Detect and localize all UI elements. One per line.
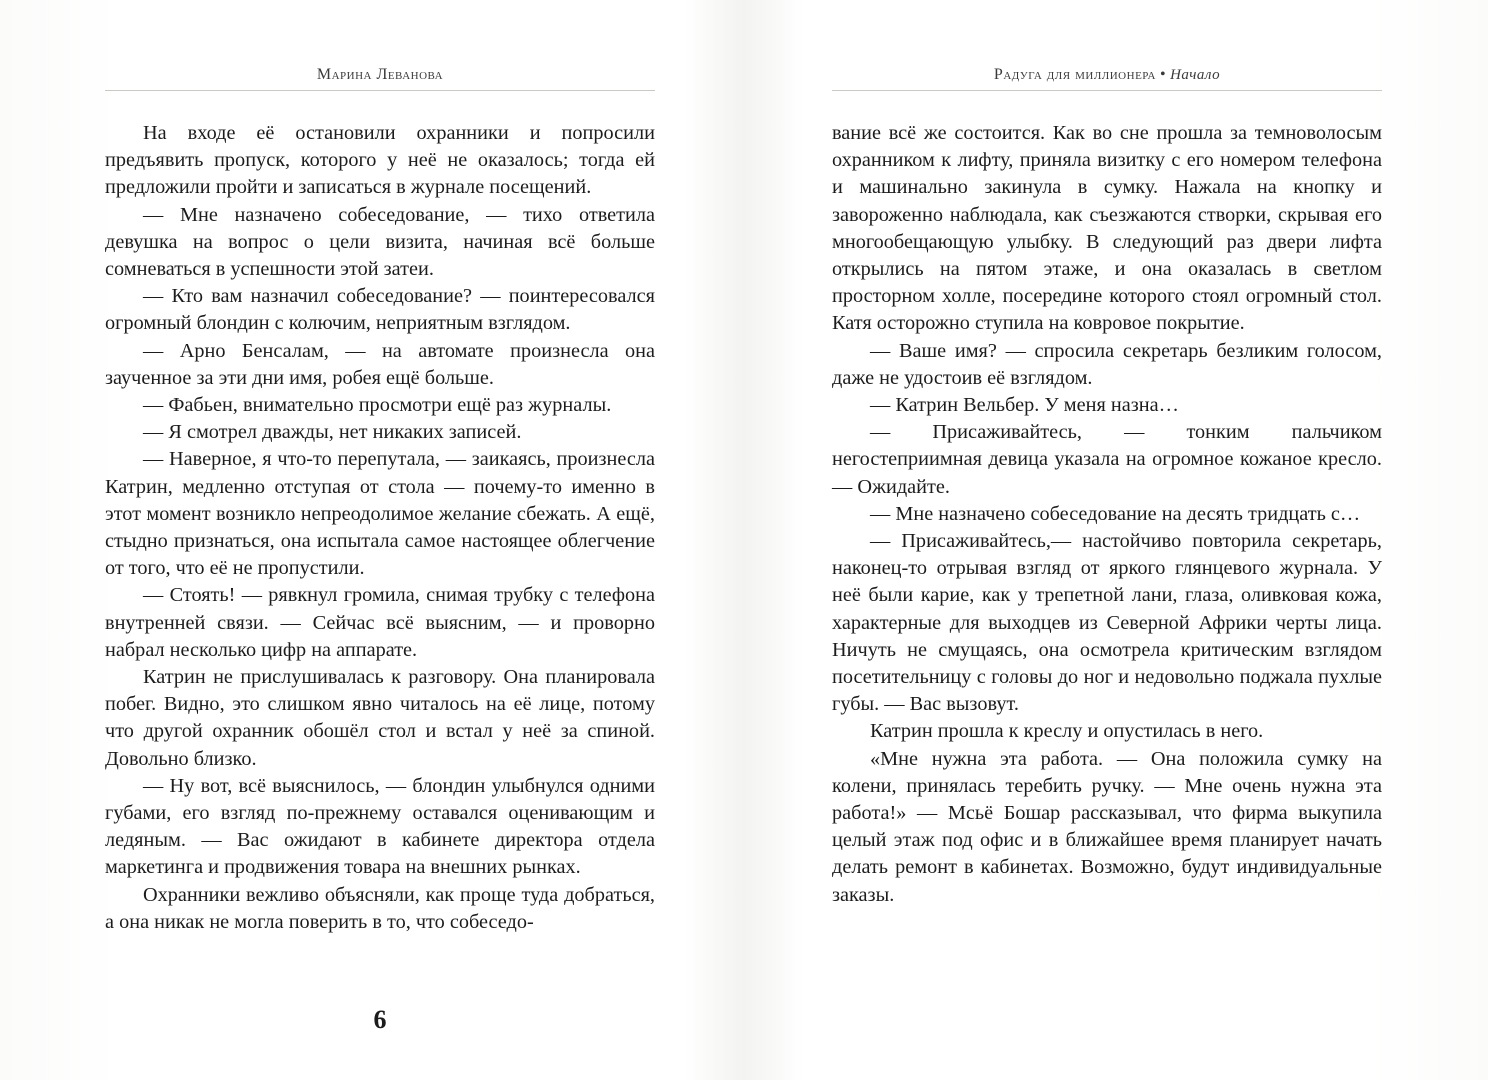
paragraph: — Катрин Вельбер. У меня назна… <box>870 394 1179 417</box>
paragraph: Катрин прошла к креслу и опустилась в него. <box>870 720 1264 743</box>
paragraph: — Мне назначено собеседование, — тихо ответила девушка на вопрос о цели визита, начиная всё больше сомневаться в успешности этой затеи. <box>105 203 655 281</box>
left-page <box>105 0 655 1080</box>
left-running-head: Марина Леванова <box>316 66 444 83</box>
paragraph: — Фабьен, внимательно просмотри ещё раз журналы. <box>143 394 612 417</box>
paragraph: — Присаживайтесь, — тонким пальчиком негостеприимная девица указала на огромное кожаное кресло. — Ожидайте. <box>832 421 1382 498</box>
paragraph: Катрин не прислушивалась к разговору. Она планировала побег. Видно, это слишком явно читалось на её лице, потому что другой охранник обошёл стол и встал у неё за спиной. Довольно близко. <box>105 666 655 770</box>
right-header-rule <box>832 90 1382 91</box>
paragraph: — Ну вот, всё выяснилось, — блондин улыбнулся одними губами, его взгляд по-прежнему оставался оценивающим и ледяным. — Вас ожидают в кабинете директора отдела маркетинга и продвижения товара на внешних рынках. <box>105 774 655 879</box>
left-body-text <box>105 120 655 936</box>
paragraph: Охранники вежливо объясняли, как проще туда добраться, а она никак не могла поверить в то, что собеседо- <box>105 883 655 933</box>
running-head-title: Радуга для миллионера <box>993 66 1156 83</box>
running-head-separator: • <box>1159 66 1167 83</box>
paragraph: — Стоять! — рявкнул громила, снимая трубку с телефона внутренней связи. — Сейчас всё выясним, — и проворно набрал несколько цифр на аппарате. <box>105 584 655 661</box>
page-number: 6 <box>373 1005 387 1034</box>
paragraph: — Ваше имя? — спросила секретарь безликим голосом, даже не удостоив её взглядом. <box>832 339 1382 389</box>
paragraph: «Мне нужна эта работа. — Она положила сумку на колени, принялась теребить ручку. — Мне очень нужна эта работа!» — Мсьё Бошар рассказывал, что фирма выкупила целый этаж под офис и в ближайшее время планирует начать делать ремонт в кабинетах. Возможно, будут индивидуальные заказы. <box>832 747 1382 906</box>
right-running-head <box>832 66 1382 84</box>
paragraph: — Арно Бенсалам, — на автомате произнесла она заученное за эти дни имя, робея ещё больше. <box>105 339 655 389</box>
paragraph: — Мне назначено собеседование на десять тридцать с… <box>870 502 1361 525</box>
paragraph: — Присаживайтесь,— настойчиво повторила секретарь, наконец-то отрывая взгляд от яркого глянцевого журнала. У неё были карие, как у трепетной лани, глаза, оливковая кожа, характерные для выходцев из Северной Африки черты лица. Ничуть не смущаясь, она осмотрела критическим взглядом посетительницу с головы до ног и недовольно поджала пухлые губы. — Вас вызовут. <box>832 530 1382 716</box>
right-page <box>832 0 1382 1080</box>
paragraph: — Наверное, я что-то перепутала, — заикаясь, произнесла Катрин, медленно отступая от стола — почему-то именно в этот момент возникло непреодолимое желание сбежать. А ещё, стыдно признаться, она испытала самое настоящее облегчение от того, что её не пропустили. <box>105 448 655 580</box>
paragraph: — Я смотрел дважды, нет никаких записей. <box>143 421 522 444</box>
running-head-section: Начало <box>1170 67 1221 83</box>
right-body-text <box>832 120 1382 909</box>
paragraph: На входе её остановили охранники и попросили предъявить пропуск, которого у неё не оказалось; тогда ей предложили пройти и записаться в журнале посещений. <box>105 122 655 199</box>
left-header-rule <box>105 90 655 91</box>
paragraph: — Кто вам назначил собеседование? — поинтересовался огромный блондин с колючим, неприятным взглядом. <box>105 285 655 335</box>
paragraph-continuation: вание всё же состоится. Как во сне прошла за темноволосым охранником к лифту, приняла визитку с его номером телефона и машинально закинула в сумку. Нажала на кнопку и завороженно наблюдала, как съезжаются створки, скрывая его многообещающую улыбку. В следующий раз двери лифта открылись на пятом этаже, и она оказалась в светлом просторном холле, посередине которого стоял огромный стол. Катя осторожно ступила на ковровое покрытие. <box>832 122 1382 335</box>
